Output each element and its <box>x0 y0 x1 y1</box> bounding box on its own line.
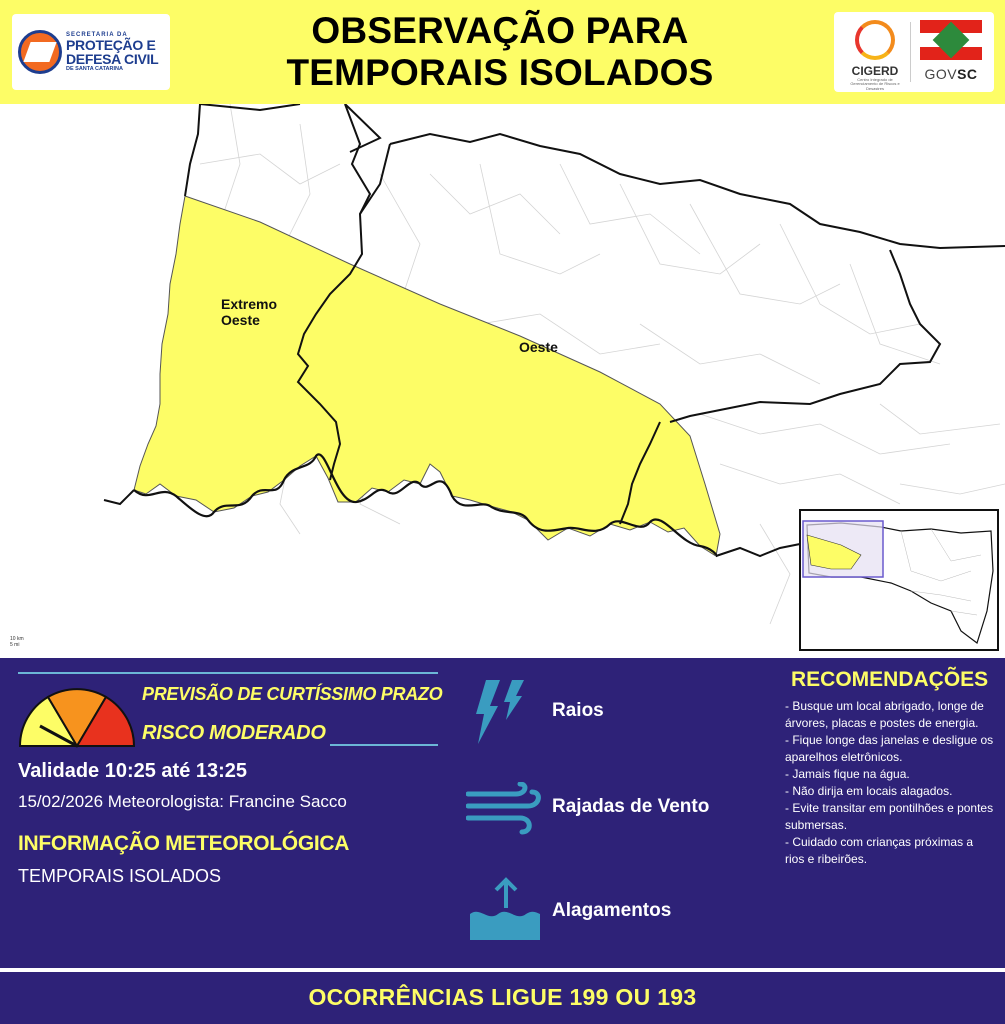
defesa-civil-emblem-icon <box>18 30 62 74</box>
govsc-suffix: SC <box>957 66 978 82</box>
cigerd-signal-icon <box>855 20 895 60</box>
recommendations-list <box>785 698 995 868</box>
recommendation-item: - Busque um local abrigado, longe de árvores, placas e postes de energia. <box>785 699 984 730</box>
logo-line1: PROTEÇÃO E <box>66 37 156 53</box>
inset-state-map <box>799 509 999 651</box>
govsc-prefix: GOV <box>924 66 958 82</box>
info-title: INFORMAÇÃO METEOROLÓGICA <box>18 832 350 855</box>
region-label-line2: Oeste <box>221 312 260 328</box>
recommendation-item: - Cuidado com crianças próximas a rios e ribeirões. <box>785 835 974 866</box>
inset-map-svg <box>801 511 997 649</box>
risk-gauge-icon <box>18 686 136 748</box>
recommendation-item: - Jamais fique na água. <box>785 767 910 781</box>
cigerd-logo <box>844 20 906 91</box>
info-panel <box>0 658 1005 968</box>
alert-area-polygon <box>134 196 720 556</box>
region-label-extremo-oeste <box>221 296 277 328</box>
santa-catarina-flag-icon <box>920 20 982 60</box>
title-line2: TEMPORAIS ISOLADOS <box>286 52 714 93</box>
gov-logos <box>834 12 994 92</box>
recommendation-item: - Evite transitar em pontilhões e pontes submersas. <box>785 801 994 832</box>
cigerd-label: CIGERD <box>851 64 899 78</box>
logo-line3: DE SANTA CATARINA <box>66 66 123 72</box>
map-area <box>0 104 1005 658</box>
hazard-wind <box>466 782 766 852</box>
region-label-oeste <box>519 339 558 355</box>
page-title <box>200 10 800 94</box>
recommendations-title: RECOMENDAÇÕES <box>791 668 989 691</box>
top-divider-line <box>18 672 438 674</box>
logo-small-text: SECRETARIA DA <box>66 32 128 38</box>
hazard-lightning <box>466 676 766 746</box>
wind-icon <box>466 782 546 842</box>
hazard-label: Alagamentos <box>552 900 672 921</box>
hazard-label: Rajadas de Vento <box>552 796 710 817</box>
date-meteorologist: 15/02/2026 Meteorologista: Francine Sacco <box>18 792 347 811</box>
recommendation-item: - Fique longe das janelas e desligue os aparelhos eletrônicos. <box>785 733 994 764</box>
defesa-civil-logo <box>12 14 170 90</box>
scale-mi: 5 mi <box>10 642 20 648</box>
cigerd-subtitle: Centro Integrado de Gerenciamento de Riscos e Desastres <box>850 77 900 91</box>
forecast-type: PREVISÃO DE CURTÍSSIMO PRAZO <box>142 684 443 704</box>
govsc-logo <box>918 20 984 82</box>
risk-divider-line <box>330 744 438 746</box>
region-label-text: Oeste <box>519 339 558 355</box>
title-line1: OBSERVAÇÃO PARA <box>311 10 689 51</box>
map-scale <box>10 636 24 648</box>
lightning-icon <box>466 676 536 746</box>
flood-icon <box>466 876 546 946</box>
header <box>0 0 1005 104</box>
validity-time: Validade 10:25 até 13:25 <box>18 760 248 782</box>
govsc-label <box>918 66 984 82</box>
emergency-phone-text: OCORRÊNCIAS LIGUE 199 OU 193 <box>308 984 697 1010</box>
footer <box>0 972 1005 1024</box>
hazard-label: Raios <box>552 700 604 721</box>
recommendation-item: - Não dirija em locais alagados. <box>785 784 953 798</box>
hazard-flood <box>466 876 766 946</box>
logo-divider <box>910 22 911 82</box>
info-value: TEMPORAIS ISOLADOS <box>18 866 222 886</box>
logo-line2: DEFESA CIVIL <box>66 51 159 67</box>
risk-level: RISCO MODERADO <box>142 722 326 744</box>
region-label-line1: Extremo <box>221 296 278 312</box>
scale-km: 10 km <box>10 636 24 642</box>
